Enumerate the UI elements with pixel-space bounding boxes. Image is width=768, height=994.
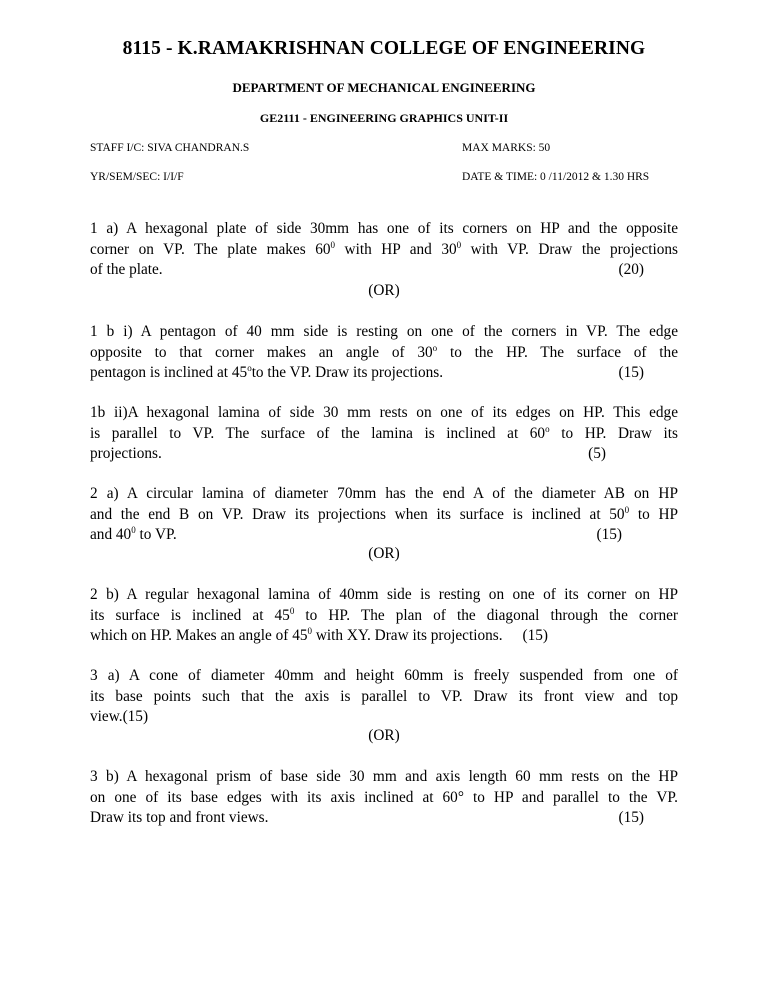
marks-1a: (20) — [618, 261, 644, 279]
question-1b-i: 1 b i) A pentagon of 40 mm side is resting on one of the corners in VP. The edge opposite to that corner makes an angle of 30$^o$ to the HP. The surface of the pentagon is inclined at 45$^o$to the VP. Draw its projections. (15) — [90, 322, 678, 384]
question-1a: 1 a) A hexagonal plate of side 30mm has one of its corners on HP and the opposite corner on VP. The plate makes $60^0$ with HP and $30^0$ with VP. Draw the projections of the plate. (20) — [90, 219, 678, 281]
question-2b: 2 b) A regular hexagonal lamina of 40mm side is resting on one of its corner on HP its surface is inclined at $45^0$ to HP. The plan of the diagonal through the corner which on HP. Makes an angle of $45^0$ with XY. Draw its projections. (15) — [90, 586, 678, 645]
marks-2a: (15) — [596, 526, 622, 544]
max-marks: MAX MARKS: 50 — [462, 142, 551, 154]
marks-1b-i: (15) — [618, 364, 644, 382]
question-1b-ii: 1b ii)A hexagonal lamina of side 30 mm rests on one of its edges on HP. This edge is parallel to VP. The surface of the lamina is inclined at 60$^o$ to HP. Draw its projections. (5) — [90, 403, 678, 465]
marks-1b-ii: (5) — [588, 445, 606, 463]
department-heading: DEPARTMENT OF MECHANICAL ENGINEERING — [232, 80, 536, 95]
marks-2b: (15) — [522, 627, 549, 645]
staff-incharge: STAFF I/C: SIVA CHANDRAN.S — [90, 142, 250, 154]
year-sem-sec: YR/SEM/SEC: I/I/F — [90, 171, 184, 183]
or-divider-3: (OR) — [368, 727, 400, 744]
course-heading: GE2111 - ENGINEERING GRAPHICS UNIT-II — [259, 111, 509, 125]
or-divider-2: (OR) — [368, 545, 400, 562]
question-3b: 3 b) A hexagonal prism of base side 30 mm and axis length 60 mm rests on the HP on one of its base edges with its axis inclined at 60° to HP and parallel to the VP. Draw its top and front views. (15) — [90, 767, 678, 829]
question-2a: 2 a) A circular lamina of diameter 70mm has the end A of the diameter AB on HP and the end B on VP. Draw its projections when its surface is inclined at $50^0$ to HP and $40^0$ to VP. (15) — [90, 484, 678, 546]
question-3a: 3 a) A cone of diameter 40mm and height 60mm is freely suspended from one of its base points such that the axis is parallel to VP. Draw its front view and top view.(15) — [90, 667, 678, 726]
college-title: 8115 - K.RAMAKRISHNAN COLLEGE OF ENGINEERING — [122, 38, 646, 59]
or-divider-1: (OR) — [368, 282, 400, 299]
date-time: DATE & TIME: 0 /11/2012 & 1.30 HRS — [462, 171, 650, 183]
marks-3b: (15) — [618, 809, 644, 827]
